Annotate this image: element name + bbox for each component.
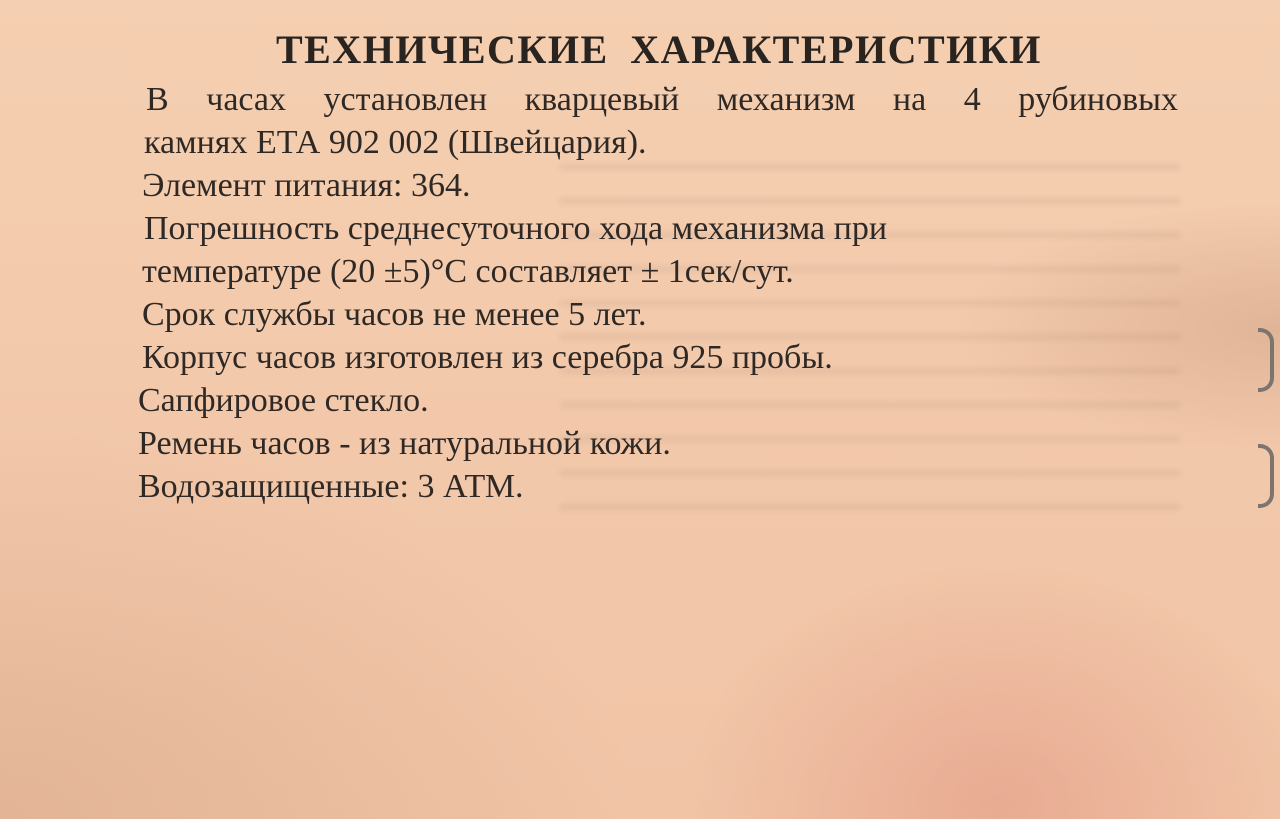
spec-line-accuracy: Погрешность среднесуточного хода механизма при [144, 210, 888, 247]
spec-line-movement-cont: камнях ЕТА 902 002 (Швейцария). [144, 124, 647, 161]
spec-line-service-life: Срок службы часов не менее 5 лет. [142, 296, 647, 333]
spec-line-battery: Элемент питания: 364. [142, 167, 471, 204]
spec-line-glass: Сапфировое стекло. [138, 382, 429, 419]
spec-line-accuracy-cont: температуре (20 ±5)°С составляет ± 1сек/сут. [142, 253, 794, 290]
spec-paragraphs [138, 78, 1188, 508]
page-title: ТЕХНИЧЕСКИЕ ХАРАКТЕРИСТИКИ [276, 27, 1042, 72]
spec-line-strap: Ремень часов - из натуральной кожи. [138, 425, 671, 462]
staple-top [1258, 328, 1274, 392]
spec-line-water-resistance: Водозащищенные: 3 АТМ. [138, 468, 524, 505]
staple-bottom [1258, 444, 1274, 508]
spec-line-case: Корпус часов изготовлен из серебра 925 пробы. [142, 339, 833, 376]
spec-line-movement: В часах установлен кварцевый механизм на 4 рубиновых [146, 81, 1178, 118]
